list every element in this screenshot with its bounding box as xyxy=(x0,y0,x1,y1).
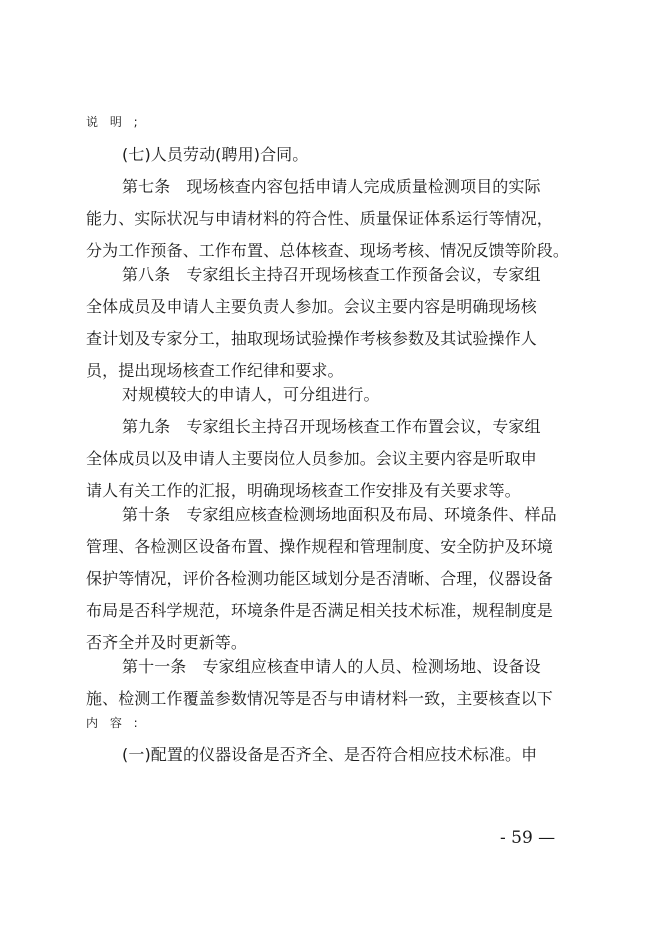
text-line-12: 全体成员以及申请人主要岗位人员参加。会议主要内容是听取申 xyxy=(86,449,537,468)
text-line-22: (一)配置的仪器设备是否齐全、是否符合相应技术标准。申 xyxy=(122,745,538,764)
text-line-1: 说 明 ; xyxy=(86,115,142,129)
text-line-16: 保护等情况，评价各检测功能区域划分是否清晰、合理，仪器设备 xyxy=(86,569,553,588)
text-line-18: 否齐全并及时更新等。 xyxy=(86,633,248,652)
text-line-2: (七)人员劳动(聘用)合同。 xyxy=(122,145,309,164)
text-line-6: 第八条 专家组长主持召开现场核查工作预备会议，专家组 xyxy=(122,265,541,284)
text-line-8: 查计划及专家分工，抽取现场试验操作考核参数及其试验操作人 xyxy=(86,329,537,348)
text-line-13: 请人有关工作的汇报，明确现场核查工作安排及有关要求等。 xyxy=(86,481,521,500)
text-line-17: 布局是否科学规范，环境条件是否满足相关技术标准，规程制度是 xyxy=(86,601,553,620)
text-line-19: 第十一条 专家组应核查申请人的人员、检测场地、设备设 xyxy=(122,657,541,676)
page-number: - 59 — xyxy=(500,828,556,848)
text-line-7: 全体成员及申请人主要负责人参加。会议主要内容是明确现场核 xyxy=(86,297,537,316)
text-line-11: 第九条 专家组长主持召开现场核查工作布置会议，专家组 xyxy=(122,417,541,436)
text-line-14: 第十条 专家组应核查检测场地面积及布局、环境条件、样品 xyxy=(122,505,557,524)
text-line-10: 对规模较大的申请人，可分组进行。 xyxy=(122,385,380,404)
text-line-5: 分为工作预备、工作布置、总体核查、现场考核、情况反馈等阶段。 xyxy=(86,241,570,260)
text-line-3: 第七条 现场核查内容包括申请人完成质量检测项目的实际 xyxy=(122,177,541,196)
text-line-15: 管理、各检测区设备布置、操作规程和管理制度、安全防护及环境 xyxy=(86,537,553,556)
text-line-20: 施、检测工作覆盖参数情况等是否与申请材料一致，主要核查以下 xyxy=(86,689,553,708)
text-line-21: 内 容 : xyxy=(86,716,142,730)
text-line-4: 能力、实际状况与申请材料的符合性、质量保证体系运行等情况， xyxy=(86,209,553,228)
text-line-9: 员，提出现场核查工作纪律和要求。 xyxy=(86,361,344,380)
